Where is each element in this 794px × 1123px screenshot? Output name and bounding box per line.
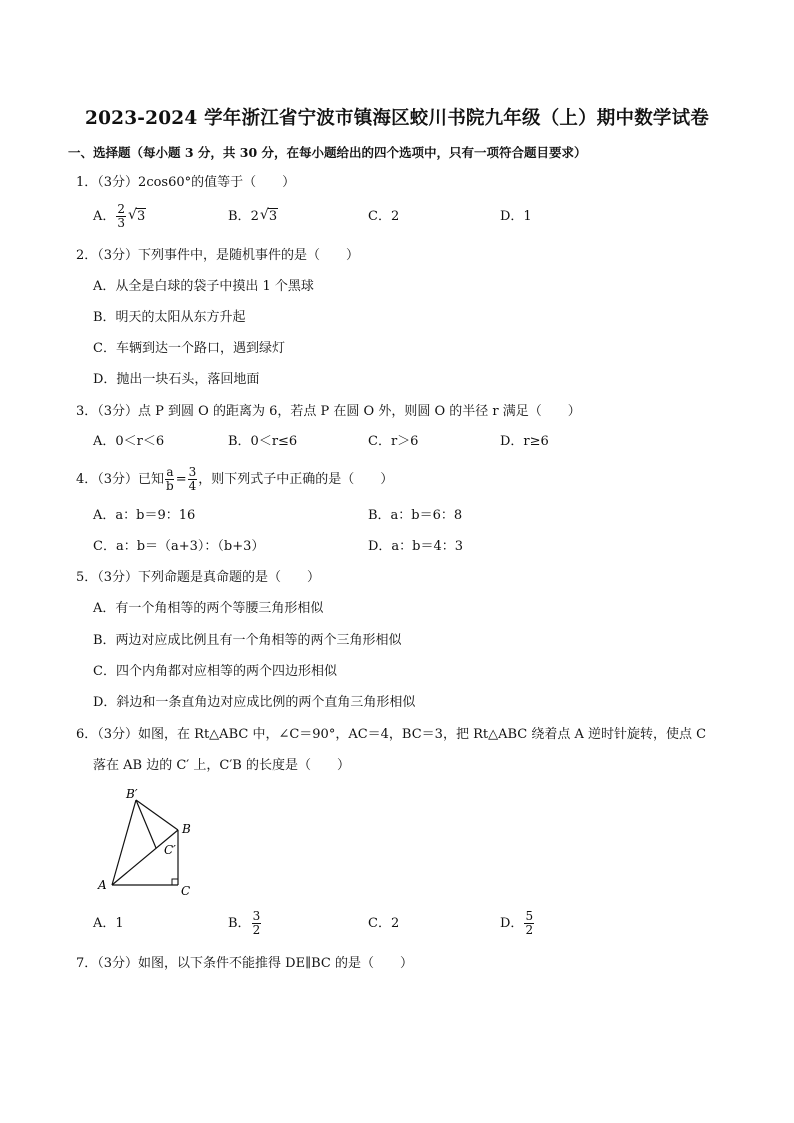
q3-option-c: C．r＞6 — [368, 434, 419, 449]
exam-title: 2023-2024 学年浙江省宁波市镇海区蛟川书院九年级（上）期中数学试卷 — [85, 108, 709, 129]
q1-b-coefficient: 2 — [250, 209, 259, 224]
q6-d-numerator: 5 — [525, 909, 534, 923]
q2-option-b: B．明天的太阳从东方升起 — [93, 310, 246, 325]
q1-a-numerator: 2 — [117, 202, 126, 216]
q5-option-d: D．斜边和一条直角边对应成比例的两个直角三角形相似 — [93, 695, 416, 710]
q1-a-radicand: 3 — [137, 209, 146, 224]
q1-option-a-fraction — [116, 203, 126, 230]
q5-option-b: B．两边对应成比例且有一个角相等的两个三角形相似 — [93, 633, 402, 648]
right-angle-mark-c — [172, 879, 178, 885]
q2-option-a: A．从全是白球的袋子中摸出 1 个黑球 — [93, 279, 314, 294]
q1-option-d: D．1 — [500, 209, 532, 224]
label-a: A — [98, 878, 107, 892]
q4-fraction-3-over-4 — [188, 466, 198, 493]
segment-ab-prime — [112, 800, 136, 885]
q1-option-a-sqrt: √ 3 — [128, 207, 146, 224]
q6-option-c: C．2 — [368, 916, 400, 931]
q1-stem: 1．（3分）2cos60°的值等于（ ） — [76, 175, 296, 190]
q4-option-d: D．a：b＝4：3 — [368, 539, 464, 554]
q6-option-d — [500, 910, 535, 937]
q6-option-b-label: B． — [228, 916, 251, 931]
q3-option-d: D．r≥6 — [500, 434, 549, 449]
q4-stem — [76, 466, 393, 493]
q4-frac1-denominator: b — [166, 479, 174, 493]
q1-option-c: C．2 — [368, 209, 400, 224]
q4-fraction-a-over-b — [165, 466, 175, 493]
q6-d-denominator: 2 — [525, 923, 534, 937]
q4-frac1-numerator: a — [166, 465, 174, 479]
q3-option-a: A．0＜r＜6 — [93, 434, 165, 449]
q4-stem-suffix: ，则下列式子中正确的是（ ） — [198, 472, 394, 487]
q4-equals: = — [175, 472, 187, 487]
q3-option-b: B．0＜r≤6 — [228, 434, 298, 449]
q2-stem: 2．（3分）下列事件中，是随机事件的是（ ） — [76, 248, 360, 263]
q4-frac2-denominator: 4 — [188, 479, 197, 493]
q5-option-c: C．四个内角都对应相等的两个四边形相似 — [93, 664, 337, 679]
q6-stem-line2: 落在 AB 边的 C′ 上，C′B 的长度是（ ） — [93, 758, 350, 773]
q1-option-a-label: A． — [93, 209, 116, 224]
q7-stem: 7．（3分）如图，以下条件不能推得 DE∥BC 的是（ ） — [76, 956, 413, 971]
q4-stem-prefix: 4．（3分）已知 — [76, 472, 165, 487]
q1-a-denominator: 3 — [117, 216, 126, 230]
q4-option-b: B．a：b＝6：8 — [368, 508, 463, 523]
q1-option-b-sqrt: √ 3 — [259, 207, 278, 224]
q6-b-denominator: 2 — [252, 923, 261, 937]
q2-option-c: C．车辆到达一个路口，遇到绿灯 — [93, 341, 285, 356]
q6-option-b-fraction — [252, 910, 262, 937]
q6-b-numerator: 3 — [252, 909, 261, 923]
q1-option-b-label: B． — [228, 209, 251, 224]
q1-option-a — [93, 203, 146, 230]
label-b-prime: B′ — [126, 787, 138, 801]
q5-stem: 5．（3分）下列命题是真命题的是（ ） — [76, 570, 321, 585]
q6-figure-rotated-triangle — [90, 786, 210, 898]
label-c-prime: C′ — [164, 843, 176, 857]
q5-option-a: A．有一个角相等的两个等腰三角形相似 — [93, 601, 324, 616]
segment-ab — [112, 830, 178, 885]
q1-option-b — [228, 208, 278, 226]
q4-option-c: C．a：b＝（a+3）：（b+3） — [93, 539, 265, 554]
q2-option-d: D．抛出一块石头，落回地面 — [93, 372, 260, 387]
label-c: C — [181, 884, 191, 898]
q6-option-d-label: D． — [500, 916, 524, 931]
q6-stem-line1: 6．（3分）如图，在 Rt△ABC 中，∠C＝90°，AC＝4，BC＝3，把 Rt△ABC 绕着点 A 逆时针旋转，使点 C — [76, 727, 707, 742]
section-heading-choice: 一、选择题（每小题 3 分，共 30 分，在每小题给出的四个选项中，只有一项符合题目要求） — [68, 145, 587, 160]
q6-option-a: A．1 — [93, 916, 124, 931]
q6-option-b — [228, 910, 262, 937]
q4-option-a: A．a：b＝9：16 — [93, 508, 196, 523]
q6-option-d-fraction — [524, 910, 534, 937]
q4-frac2-numerator: 3 — [188, 465, 197, 479]
label-b: B — [182, 822, 191, 836]
q3-stem: 3．（3分）点 P 到圆 O 的距离为 6，若点 P 在圆 O 外，则圆 O 的半径 r 满足（ ） — [76, 404, 581, 419]
q1-b-radicand: 3 — [268, 209, 278, 224]
